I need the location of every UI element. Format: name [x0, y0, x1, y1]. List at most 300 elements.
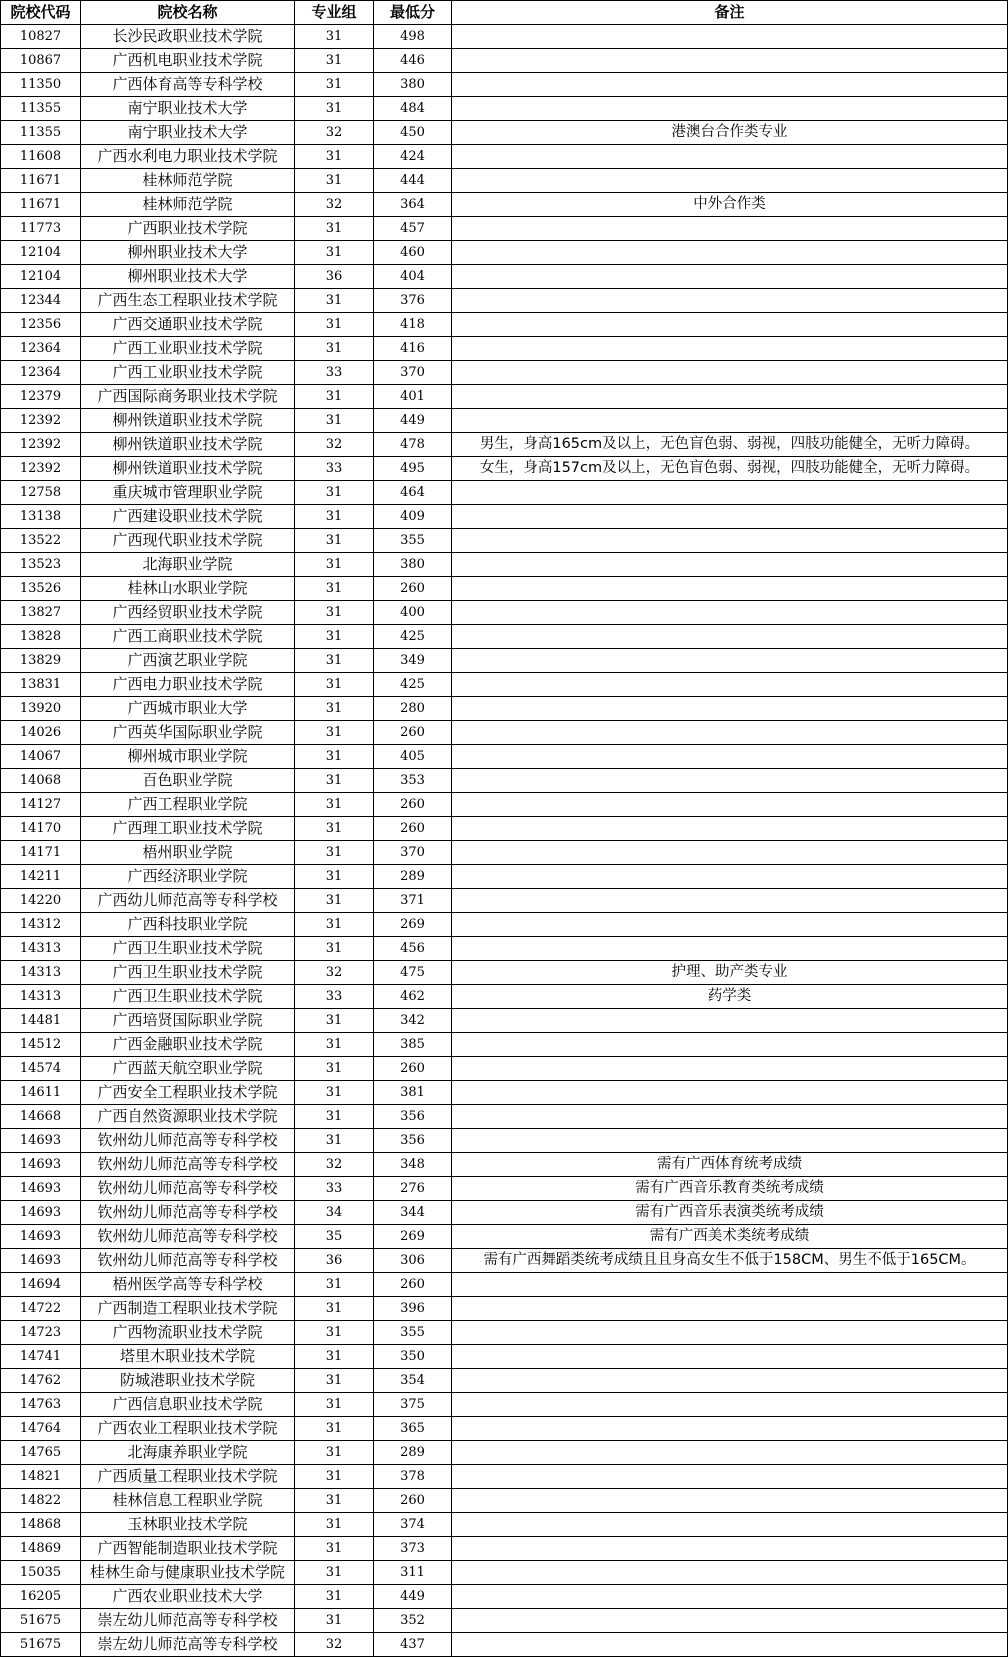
table-row — [1, 289, 1008, 313]
min-score-cell: 364 — [374, 193, 452, 217]
school-name-cell: 桂林山水职业学院 — [81, 577, 295, 601]
min-score-cell: 424 — [374, 145, 452, 169]
school-code-cell: 12758 — [1, 481, 81, 505]
school-name-cell: 钦州幼儿师范高等专科学校 — [81, 1225, 295, 1249]
table-row — [1, 121, 1008, 145]
school-name-cell: 广西信息职业技术学院 — [81, 1393, 295, 1417]
header-min-score: 最低分 — [374, 1, 452, 25]
notes-cell — [452, 1417, 1008, 1441]
school-name-cell: 广西金融职业技术学院 — [81, 1033, 295, 1057]
notes-cell — [452, 505, 1008, 529]
school-code-cell: 11773 — [1, 217, 81, 241]
table-row — [1, 961, 1008, 985]
major-group-cell: 31 — [295, 769, 374, 793]
school-code-cell: 14611 — [1, 1081, 81, 1105]
school-name-cell: 桂林信息工程职业学院 — [81, 1489, 295, 1513]
school-code-cell: 14868 — [1, 1513, 81, 1537]
major-group-cell: 31 — [295, 649, 374, 673]
school-code-cell: 14765 — [1, 1441, 81, 1465]
table-row — [1, 97, 1008, 121]
table-row — [1, 841, 1008, 865]
school-code-cell: 14668 — [1, 1105, 81, 1129]
major-group-cell: 31 — [295, 553, 374, 577]
notes-cell — [452, 1273, 1008, 1297]
school-code-cell: 14512 — [1, 1033, 81, 1057]
table-row — [1, 193, 1008, 217]
table-row — [1, 1609, 1008, 1633]
school-code-cell: 14313 — [1, 961, 81, 985]
school-name-cell: 桂林师范学院 — [81, 193, 295, 217]
major-group-cell: 33 — [295, 985, 374, 1009]
school-code-cell: 13522 — [1, 529, 81, 553]
table-row — [1, 1225, 1008, 1249]
table-row — [1, 817, 1008, 841]
table-row — [1, 1201, 1008, 1225]
school-name-cell: 重庆城市管理职业学院 — [81, 481, 295, 505]
table-row — [1, 1537, 1008, 1561]
notes-cell — [452, 889, 1008, 913]
school-name-cell: 南宁职业技术大学 — [81, 121, 295, 145]
school-code-cell: 13829 — [1, 649, 81, 673]
school-name-cell: 钦州幼儿师范高等专科学校 — [81, 1129, 295, 1153]
school-name-cell: 广西经济职业学院 — [81, 865, 295, 889]
min-score-cell: 457 — [374, 217, 452, 241]
school-code-cell: 14313 — [1, 985, 81, 1009]
notes-cell — [452, 673, 1008, 697]
school-name-cell: 钦州幼儿师范高等专科学校 — [81, 1249, 295, 1273]
school-code-cell: 12104 — [1, 265, 81, 289]
school-code-cell: 15035 — [1, 1561, 81, 1585]
table-row — [1, 1297, 1008, 1321]
notes-cell — [452, 1081, 1008, 1105]
school-code-cell: 13831 — [1, 673, 81, 697]
major-group-cell: 31 — [295, 913, 374, 937]
school-code-cell: 11671 — [1, 169, 81, 193]
min-score-cell: 425 — [374, 625, 452, 649]
notes-cell: 需有广西美术类统考成绩 — [452, 1225, 1008, 1249]
school-name-cell: 广西工商职业技术学院 — [81, 625, 295, 649]
min-score-cell: 404 — [374, 265, 452, 289]
major-group-cell: 36 — [295, 265, 374, 289]
major-group-cell: 31 — [295, 1537, 374, 1561]
school-code-cell: 14220 — [1, 889, 81, 913]
notes-cell: 女生，身高157cm及以上，无色盲色弱、弱视，四肢功能健全，无听力障碍。 — [452, 457, 1008, 481]
school-code-cell: 14211 — [1, 865, 81, 889]
notes-cell — [452, 1129, 1008, 1153]
major-group-cell: 32 — [295, 961, 374, 985]
major-group-cell: 31 — [295, 841, 374, 865]
school-code-cell: 16205 — [1, 1585, 81, 1609]
major-group-cell: 31 — [295, 1417, 374, 1441]
min-score-cell: 446 — [374, 49, 452, 73]
min-score-cell: 260 — [374, 1273, 452, 1297]
school-name-cell: 广西蓝天航空职业学院 — [81, 1057, 295, 1081]
school-code-cell: 12379 — [1, 385, 81, 409]
school-code-cell: 14127 — [1, 793, 81, 817]
min-score-cell: 495 — [374, 457, 452, 481]
min-score-cell: 306 — [374, 1249, 452, 1273]
table-row — [1, 601, 1008, 625]
school-code-cell: 12364 — [1, 337, 81, 361]
major-group-cell: 35 — [295, 1225, 374, 1249]
min-score-cell: 380 — [374, 73, 452, 97]
school-code-cell: 14574 — [1, 1057, 81, 1081]
notes-cell — [452, 913, 1008, 937]
min-score-cell: 289 — [374, 1441, 452, 1465]
school-name-cell: 广西体育高等专科学校 — [81, 73, 295, 97]
min-score-cell: 464 — [374, 481, 452, 505]
notes-cell — [452, 265, 1008, 289]
notes-cell — [452, 409, 1008, 433]
school-name-cell: 崇左幼儿师范高等专科学校 — [81, 1609, 295, 1633]
table-row — [1, 1369, 1008, 1393]
table-row — [1, 553, 1008, 577]
table-row — [1, 1057, 1008, 1081]
major-group-cell: 32 — [295, 193, 374, 217]
notes-cell — [452, 793, 1008, 817]
min-score-cell: 353 — [374, 769, 452, 793]
header-notes: 备注 — [452, 1, 1008, 25]
table-row — [1, 697, 1008, 721]
notes-cell — [452, 1321, 1008, 1345]
min-score-cell: 381 — [374, 1081, 452, 1105]
school-code-cell: 14693 — [1, 1225, 81, 1249]
major-group-cell: 31 — [295, 673, 374, 697]
notes-cell — [452, 697, 1008, 721]
major-group-cell: 31 — [295, 1033, 374, 1057]
school-code-cell: 14313 — [1, 937, 81, 961]
school-code-cell: 13920 — [1, 697, 81, 721]
major-group-cell: 31 — [295, 577, 374, 601]
notes-cell — [452, 337, 1008, 361]
min-score-cell: 437 — [374, 1633, 452, 1657]
school-name-cell: 长沙民政职业技术学院 — [81, 25, 295, 49]
major-group-cell: 34 — [295, 1201, 374, 1225]
notes-cell — [452, 241, 1008, 265]
min-score-cell: 385 — [374, 1033, 452, 1057]
school-name-cell: 广西水利电力职业技术学院 — [81, 145, 295, 169]
school-code-cell: 11355 — [1, 121, 81, 145]
notes-cell — [452, 1633, 1008, 1657]
school-name-cell: 广西自然资源职业技术学院 — [81, 1105, 295, 1129]
major-group-cell: 31 — [295, 529, 374, 553]
school-name-cell: 广西幼儿师范高等专科学校 — [81, 889, 295, 913]
min-score-cell: 269 — [374, 913, 452, 937]
major-group-cell: 31 — [295, 1297, 374, 1321]
notes-cell — [452, 745, 1008, 769]
notes-cell — [452, 1057, 1008, 1081]
school-code-cell: 14763 — [1, 1393, 81, 1417]
school-name-cell: 广西农业职业技术大学 — [81, 1585, 295, 1609]
table-row — [1, 1273, 1008, 1297]
major-group-cell: 31 — [295, 1321, 374, 1345]
school-name-cell: 崇左幼儿师范高等专科学校 — [81, 1633, 295, 1657]
min-score-cell: 375 — [374, 1393, 452, 1417]
table-row — [1, 1561, 1008, 1585]
notes-cell: 港澳台合作类专业 — [452, 121, 1008, 145]
table-row — [1, 793, 1008, 817]
table-row — [1, 409, 1008, 433]
min-score-cell: 425 — [374, 673, 452, 697]
school-code-cell: 13526 — [1, 577, 81, 601]
school-code-cell: 14822 — [1, 1489, 81, 1513]
major-group-cell: 31 — [295, 385, 374, 409]
major-group-cell: 31 — [295, 49, 374, 73]
school-name-cell: 柳州职业技术大学 — [81, 265, 295, 289]
major-group-cell: 31 — [295, 1393, 374, 1417]
min-score-cell: 371 — [374, 889, 452, 913]
school-code-cell: 13827 — [1, 601, 81, 625]
school-code-cell: 14026 — [1, 721, 81, 745]
school-code-cell: 14068 — [1, 769, 81, 793]
major-group-cell: 31 — [295, 97, 374, 121]
table-header-row — [1, 1, 1008, 25]
notes-cell: 护理、助产类专业 — [452, 961, 1008, 985]
table-row — [1, 241, 1008, 265]
major-group-cell: 31 — [295, 1585, 374, 1609]
notes-cell — [452, 1513, 1008, 1537]
table-row — [1, 985, 1008, 1009]
major-group-cell: 31 — [295, 1273, 374, 1297]
school-name-cell: 广西安全工程职业技术学院 — [81, 1081, 295, 1105]
notes-cell — [452, 817, 1008, 841]
school-code-cell: 14170 — [1, 817, 81, 841]
school-name-cell: 广西生态工程职业技术学院 — [81, 289, 295, 313]
min-score-cell: 365 — [374, 1417, 452, 1441]
school-code-cell: 14693 — [1, 1153, 81, 1177]
notes-cell — [452, 1393, 1008, 1417]
school-code-cell: 11350 — [1, 73, 81, 97]
school-name-cell: 广西职业技术学院 — [81, 217, 295, 241]
min-score-cell: 374 — [374, 1513, 452, 1537]
table-row — [1, 889, 1008, 913]
major-group-cell: 31 — [295, 865, 374, 889]
min-score-cell: 475 — [374, 961, 452, 985]
school-name-cell: 防城港职业技术学院 — [81, 1369, 295, 1393]
school-code-cell: 12392 — [1, 433, 81, 457]
school-name-cell: 广西经贸职业技术学院 — [81, 601, 295, 625]
major-group-cell: 31 — [295, 697, 374, 721]
major-group-cell: 31 — [295, 1009, 374, 1033]
school-name-cell: 广西英华国际职业学院 — [81, 721, 295, 745]
major-group-cell: 31 — [295, 1561, 374, 1585]
table-row — [1, 313, 1008, 337]
notes-cell — [452, 289, 1008, 313]
min-score-cell: 344 — [374, 1201, 452, 1225]
min-score-cell: 348 — [374, 1153, 452, 1177]
major-group-cell: 31 — [295, 817, 374, 841]
school-code-cell: 14821 — [1, 1465, 81, 1489]
min-score-cell: 260 — [374, 1489, 452, 1513]
table-row — [1, 865, 1008, 889]
min-score-cell: 350 — [374, 1345, 452, 1369]
min-score-cell: 400 — [374, 601, 452, 625]
school-name-cell: 广西物流职业技术学院 — [81, 1321, 295, 1345]
table-row — [1, 1393, 1008, 1417]
table-row — [1, 361, 1008, 385]
notes-cell — [452, 649, 1008, 673]
school-name-cell: 广西机电职业技术学院 — [81, 49, 295, 73]
major-group-cell: 31 — [295, 937, 374, 961]
major-group-cell: 31 — [295, 1465, 374, 1489]
notes-cell: 男生，身高165cm及以上，无色盲色弱、弱视，四肢功能健全，无听力障碍。 — [452, 433, 1008, 457]
notes-cell — [452, 577, 1008, 601]
school-code-cell: 14693 — [1, 1177, 81, 1201]
min-score-cell: 280 — [374, 697, 452, 721]
notes-cell — [452, 1369, 1008, 1393]
major-group-cell: 31 — [295, 481, 374, 505]
min-score-cell: 462 — [374, 985, 452, 1009]
school-code-cell: 14741 — [1, 1345, 81, 1369]
table-row — [1, 1345, 1008, 1369]
table-row — [1, 337, 1008, 361]
min-score-cell: 409 — [374, 505, 452, 529]
school-code-cell: 12104 — [1, 241, 81, 265]
notes-cell — [452, 1441, 1008, 1465]
school-name-cell: 塔里木职业技术学院 — [81, 1345, 295, 1369]
major-group-cell: 31 — [295, 601, 374, 625]
major-group-cell: 32 — [295, 1633, 374, 1657]
table-row — [1, 673, 1008, 697]
school-code-cell: 10867 — [1, 49, 81, 73]
major-group-cell: 31 — [295, 505, 374, 529]
school-name-cell: 广西城市职业大学 — [81, 697, 295, 721]
school-name-cell: 柳州铁道职业技术学院 — [81, 433, 295, 457]
major-group-cell: 31 — [295, 217, 374, 241]
table-row — [1, 1177, 1008, 1201]
min-score-cell: 449 — [374, 1585, 452, 1609]
school-name-cell: 广西卫生职业技术学院 — [81, 937, 295, 961]
notes-cell — [452, 721, 1008, 745]
table-row — [1, 505, 1008, 529]
table-row — [1, 1249, 1008, 1273]
table-row — [1, 577, 1008, 601]
table-row — [1, 1321, 1008, 1345]
notes-cell — [452, 97, 1008, 121]
min-score-cell: 449 — [374, 409, 452, 433]
school-code-cell: 13828 — [1, 625, 81, 649]
table-row — [1, 1153, 1008, 1177]
min-score-cell: 260 — [374, 1057, 452, 1081]
major-group-cell: 31 — [295, 1609, 374, 1633]
school-name-cell: 钦州幼儿师范高等专科学校 — [81, 1153, 295, 1177]
notes-cell — [452, 1585, 1008, 1609]
notes-cell — [452, 1537, 1008, 1561]
school-code-cell: 14693 — [1, 1201, 81, 1225]
notes-cell — [452, 481, 1008, 505]
table-row — [1, 1489, 1008, 1513]
school-code-cell: 11355 — [1, 97, 81, 121]
min-score-cell: 355 — [374, 1321, 452, 1345]
school-name-cell: 柳州铁道职业技术学院 — [81, 409, 295, 433]
min-score-cell: 352 — [374, 1609, 452, 1633]
min-score-cell: 484 — [374, 97, 452, 121]
min-score-cell: 456 — [374, 937, 452, 961]
school-name-cell: 桂林生命与健康职业技术学院 — [81, 1561, 295, 1585]
notes-cell: 中外合作类 — [452, 193, 1008, 217]
major-group-cell: 31 — [295, 1513, 374, 1537]
min-score-cell: 418 — [374, 313, 452, 337]
table-row — [1, 169, 1008, 193]
table-row — [1, 1441, 1008, 1465]
table-row — [1, 481, 1008, 505]
major-group-cell: 31 — [295, 25, 374, 49]
min-score-cell: 289 — [374, 865, 452, 889]
notes-cell — [452, 361, 1008, 385]
school-code-cell: 12364 — [1, 361, 81, 385]
table-row — [1, 25, 1008, 49]
table-row — [1, 625, 1008, 649]
notes-cell — [452, 841, 1008, 865]
table-row — [1, 145, 1008, 169]
school-name-cell: 广西交通职业技术学院 — [81, 313, 295, 337]
table-row — [1, 1513, 1008, 1537]
notes-cell — [452, 1561, 1008, 1585]
notes-cell — [452, 1105, 1008, 1129]
min-score-cell: 355 — [374, 529, 452, 553]
min-score-cell: 396 — [374, 1297, 452, 1321]
min-score-cell: 260 — [374, 577, 452, 601]
major-group-cell: 31 — [295, 289, 374, 313]
min-score-cell: 478 — [374, 433, 452, 457]
school-name-cell: 广西演艺职业学院 — [81, 649, 295, 673]
school-code-cell: 12392 — [1, 457, 81, 481]
major-group-cell: 31 — [295, 169, 374, 193]
min-score-cell: 376 — [374, 289, 452, 313]
school-code-cell: 11608 — [1, 145, 81, 169]
table-row — [1, 769, 1008, 793]
table-row — [1, 49, 1008, 73]
school-name-cell: 广西质量工程职业技术学院 — [81, 1465, 295, 1489]
notes-cell — [452, 313, 1008, 337]
major-group-cell: 32 — [295, 433, 374, 457]
school-code-cell: 11671 — [1, 193, 81, 217]
table-row — [1, 1129, 1008, 1153]
notes-cell — [452, 385, 1008, 409]
school-code-cell: 10827 — [1, 25, 81, 49]
school-name-cell: 柳州城市职业学院 — [81, 745, 295, 769]
school-name-cell: 广西智能制造职业技术学院 — [81, 1537, 295, 1561]
table-row — [1, 721, 1008, 745]
major-group-cell: 32 — [295, 121, 374, 145]
min-score-cell: 276 — [374, 1177, 452, 1201]
major-group-cell: 31 — [295, 1057, 374, 1081]
min-score-cell: 378 — [374, 1465, 452, 1489]
min-score-cell: 342 — [374, 1009, 452, 1033]
school-code-cell: 12356 — [1, 313, 81, 337]
notes-cell — [452, 865, 1008, 889]
table-row — [1, 1105, 1008, 1129]
notes-cell — [452, 25, 1008, 49]
notes-cell — [452, 937, 1008, 961]
school-code-cell: 14694 — [1, 1273, 81, 1297]
min-score-cell: 354 — [374, 1369, 452, 1393]
school-code-cell: 51675 — [1, 1609, 81, 1633]
min-score-cell: 401 — [374, 385, 452, 409]
school-code-cell: 12344 — [1, 289, 81, 313]
notes-cell — [452, 1033, 1008, 1057]
table-row — [1, 385, 1008, 409]
major-group-cell: 31 — [295, 241, 374, 265]
school-code-cell: 14762 — [1, 1369, 81, 1393]
major-group-cell: 31 — [295, 721, 374, 745]
header-school-code: 院校代码 — [1, 1, 81, 25]
table-row — [1, 265, 1008, 289]
min-score-cell: 356 — [374, 1129, 452, 1153]
school-name-cell: 广西建设职业技术学院 — [81, 505, 295, 529]
notes-cell — [452, 1609, 1008, 1633]
major-group-cell: 31 — [295, 313, 374, 337]
